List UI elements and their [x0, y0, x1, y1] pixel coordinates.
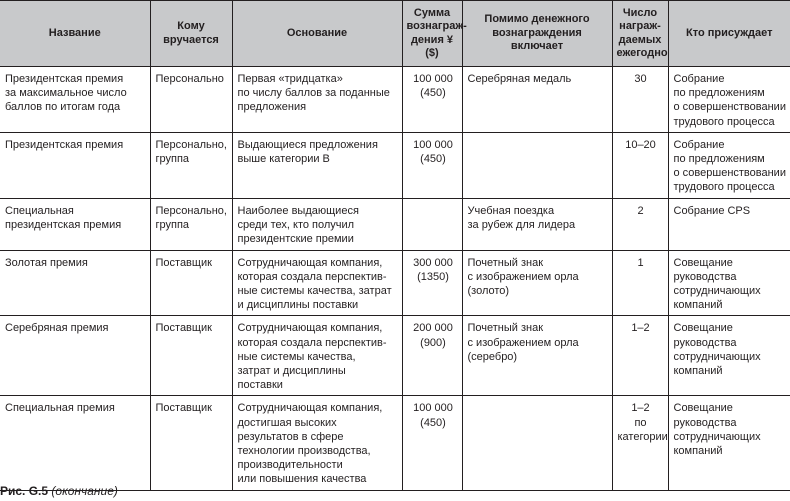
- cell-count: [612, 250, 668, 316]
- amount-usd: (450): [420, 153, 446, 166]
- table-row: [0, 396, 790, 490]
- cell-basis: [232, 67, 402, 133]
- cell-recipient: [150, 250, 232, 316]
- cell-recipient-line: Поставщик: [155, 256, 212, 269]
- cell-extra: [462, 250, 612, 316]
- cell-basis-line: технологии производства,: [237, 445, 371, 458]
- cell-count-line: 1: [637, 256, 644, 269]
- cell-name-line: Президентская премия: [5, 138, 124, 151]
- header-count: Число награж- даемых ежегодно: [612, 1, 668, 67]
- cell-awarder-line: трудового процесса: [673, 181, 775, 194]
- cell-awarder-line: по предложениям: [673, 153, 765, 166]
- cell-awarder-line: Совещание: [673, 322, 733, 335]
- cell-recipient-line: Поставщик: [155, 402, 212, 415]
- cell-basis-line: поставки: [237, 379, 283, 392]
- cell-recipient-line: Персонально,: [155, 204, 227, 217]
- cell-name-line: Президентская премия: [5, 73, 124, 85]
- header-amount: Сумма вознаграж- дения ¥ ($): [402, 1, 462, 67]
- cell-name: [0, 250, 150, 316]
- cell-basis-line: среди тех, кто получил: [237, 218, 355, 231]
- table-row: [0, 198, 790, 250]
- figure-caption: [0, 484, 118, 498]
- cell-basis-line: Наиболее выдающиеся: [237, 204, 359, 217]
- cell-awarder-line: о совершенствовании: [673, 167, 786, 180]
- cell-basis-line: Сотрудничающая компания,: [237, 402, 383, 415]
- cell-awarder-line: трудового процесса: [673, 115, 775, 128]
- cell-basis: [232, 132, 402, 198]
- cell-recipient-line: Поставщик: [155, 322, 212, 335]
- cell-awarder-line: Совещание: [673, 402, 733, 415]
- cell-recipient-line: группа: [155, 218, 190, 231]
- cell-amount: [402, 250, 462, 316]
- cell-awarder-line: Собрание: [673, 73, 725, 85]
- header-basis: Основание: [232, 1, 402, 67]
- cell-name: [0, 316, 150, 396]
- cell-basis-line: президентские премии: [237, 233, 354, 246]
- cell-name: [0, 198, 150, 250]
- cell-count: [612, 316, 668, 396]
- cell-basis: [232, 250, 402, 316]
- cell-count: [612, 198, 668, 250]
- cell-basis-line: или повышения качества: [237, 473, 367, 486]
- cell-basis-line: затрат и дисциплины: [237, 365, 346, 378]
- cell-count-line: 1–2: [631, 402, 650, 415]
- cell-basis-line: Выдающиеся предложения: [237, 138, 378, 151]
- cell-recipient: [150, 198, 232, 250]
- cell-basis-line: ные системы качества, затрат: [237, 285, 392, 298]
- header-awarder: Кто присуждает: [668, 1, 790, 67]
- cell-amount: [402, 316, 462, 396]
- cell-awarder: [668, 250, 790, 316]
- cell-basis-line: Первая «тридцатка»: [237, 73, 343, 85]
- cell-extra-line: Почетный знак: [467, 256, 544, 269]
- cell-count: [612, 132, 668, 198]
- cell-count-line: 1–2: [631, 322, 650, 335]
- cell-amount: [402, 67, 462, 133]
- cell-recipient: [150, 316, 232, 396]
- cell-awarder-line: руководства: [673, 416, 737, 429]
- cell-awarder-line: о совершенствовании: [673, 101, 786, 114]
- amount-yen: 300 000: [413, 256, 453, 269]
- cell-awarder-line: сотрудничающих: [673, 285, 761, 298]
- cell-basis-line: достигшая высоких: [237, 416, 337, 429]
- cell-count-line: 2: [637, 204, 644, 217]
- cell-name-line: Золотая премия: [5, 256, 88, 269]
- table-row: [0, 132, 790, 198]
- cell-awarder-line: руководства: [673, 270, 737, 283]
- cell-extra: [462, 132, 612, 198]
- cell-amount: [402, 198, 462, 250]
- cell-basis: [232, 316, 402, 396]
- amount-usd: (450): [420, 87, 446, 100]
- cell-recipient-line: группа: [155, 153, 190, 166]
- cell-awarder-line: руководства: [673, 336, 737, 349]
- cell-name-line: Специальная: [5, 204, 74, 217]
- cell-recipient: [150, 67, 232, 133]
- cell-awarder-line: компаний: [673, 299, 723, 312]
- cell-name: [0, 132, 150, 198]
- cell-awarder-line: Совещание: [673, 256, 733, 269]
- amount-usd: (1350): [417, 270, 449, 283]
- cell-name-line: баллов по итогам года: [5, 101, 121, 114]
- cell-recipient: [150, 132, 232, 198]
- cell-extra: [462, 396, 612, 490]
- cell-name-line: Специальная премия: [5, 402, 115, 415]
- amount-usd: (450): [420, 416, 446, 429]
- cell-count-line: по: [634, 416, 647, 429]
- table-row: [0, 250, 790, 316]
- cell-count: [612, 396, 668, 490]
- cell-awarder-line: компаний: [673, 365, 723, 378]
- cell-basis-line: Сотрудничающая компания,: [237, 322, 383, 335]
- cell-basis-line: Сотрудничающая компания,: [237, 256, 383, 269]
- cell-basis: [232, 396, 402, 490]
- cell-awarder-line: Собрание CPS: [673, 204, 751, 217]
- cell-awarder: [668, 67, 790, 133]
- cell-extra-line: Учебная поездка: [467, 204, 555, 217]
- cell-basis: [232, 198, 402, 250]
- cell-extra-line: Почетный знак: [467, 322, 544, 335]
- amount-yen: 100 000: [413, 138, 453, 151]
- cell-awarder-line: сотрудничающих: [673, 430, 761, 443]
- cell-basis-line: которая создала перспектив-: [237, 336, 387, 349]
- table-header-row: [0, 1, 790, 67]
- figure-note: (окончание): [51, 484, 118, 498]
- cell-extra: [462, 67, 612, 133]
- cell-awarder-line: Собрание: [673, 138, 725, 151]
- header-recipient: Кому вручается: [150, 1, 232, 67]
- cell-awarder: [668, 132, 790, 198]
- cell-extra-line: с изображением орла: [467, 270, 579, 283]
- cell-extra: [462, 198, 612, 250]
- cell-name-line: за максимальное число: [5, 87, 127, 100]
- cell-amount: [402, 396, 462, 490]
- cell-awarder-line: компаний: [673, 445, 723, 458]
- cell-basis-line: по числу баллов за поданные: [237, 87, 390, 100]
- cell-extra-line: с изображением орла: [467, 336, 579, 349]
- amount-yen: 100 000: [413, 73, 453, 85]
- cell-recipient-line: Персонально: [155, 73, 224, 85]
- cell-extra-line: Серебряная медаль: [467, 73, 572, 85]
- cell-count-line: 10–20: [625, 138, 656, 151]
- cell-extra-line: (золото): [467, 285, 510, 298]
- cell-recipient-line: Персонально,: [155, 138, 227, 151]
- cell-amount: [402, 132, 462, 198]
- cell-awarder: [668, 396, 790, 490]
- cell-basis-line: предложения: [237, 101, 307, 114]
- cell-name: [0, 67, 150, 133]
- amount-usd: (900): [420, 336, 446, 349]
- cell-awarder-line: по предложениям: [673, 87, 765, 100]
- table-body: [0, 67, 790, 491]
- cell-name-line: Серебряная премия: [5, 322, 109, 335]
- cell-extra: [462, 316, 612, 396]
- cell-count-line: категории: [617, 430, 668, 443]
- header-extra: Помимо денежного вознаграждения включает: [462, 1, 612, 67]
- cell-count-line: 30: [634, 73, 647, 85]
- cell-extra-line: за рубеж для лидера: [467, 218, 576, 231]
- cell-basis-line: производительности: [237, 459, 343, 472]
- cell-basis-line: и дисциплины поставки: [237, 299, 359, 312]
- cell-recipient: [150, 396, 232, 490]
- cell-awarder-line: сотрудничающих: [673, 350, 761, 363]
- cell-name: [0, 396, 150, 490]
- cell-name-line: президентская премия: [5, 218, 122, 231]
- cell-basis-line: результатов в сфере: [237, 430, 344, 443]
- table-row: [0, 67, 790, 133]
- figure-label: Рис. G.5: [0, 484, 49, 498]
- cell-extra-line: (серебро): [467, 350, 518, 363]
- cell-awarder: [668, 198, 790, 250]
- cell-count: [612, 67, 668, 133]
- header-name: Название: [0, 1, 150, 67]
- cell-basis-line: ные системы качества,: [237, 350, 356, 363]
- table-row: [0, 316, 790, 396]
- amount-yen: 200 000: [413, 322, 453, 335]
- cell-basis-line: выше категории B: [237, 153, 330, 166]
- amount-yen: 100 000: [413, 402, 453, 415]
- cell-basis-line: которая создала перспектив-: [237, 270, 387, 283]
- cell-awarder: [668, 316, 790, 396]
